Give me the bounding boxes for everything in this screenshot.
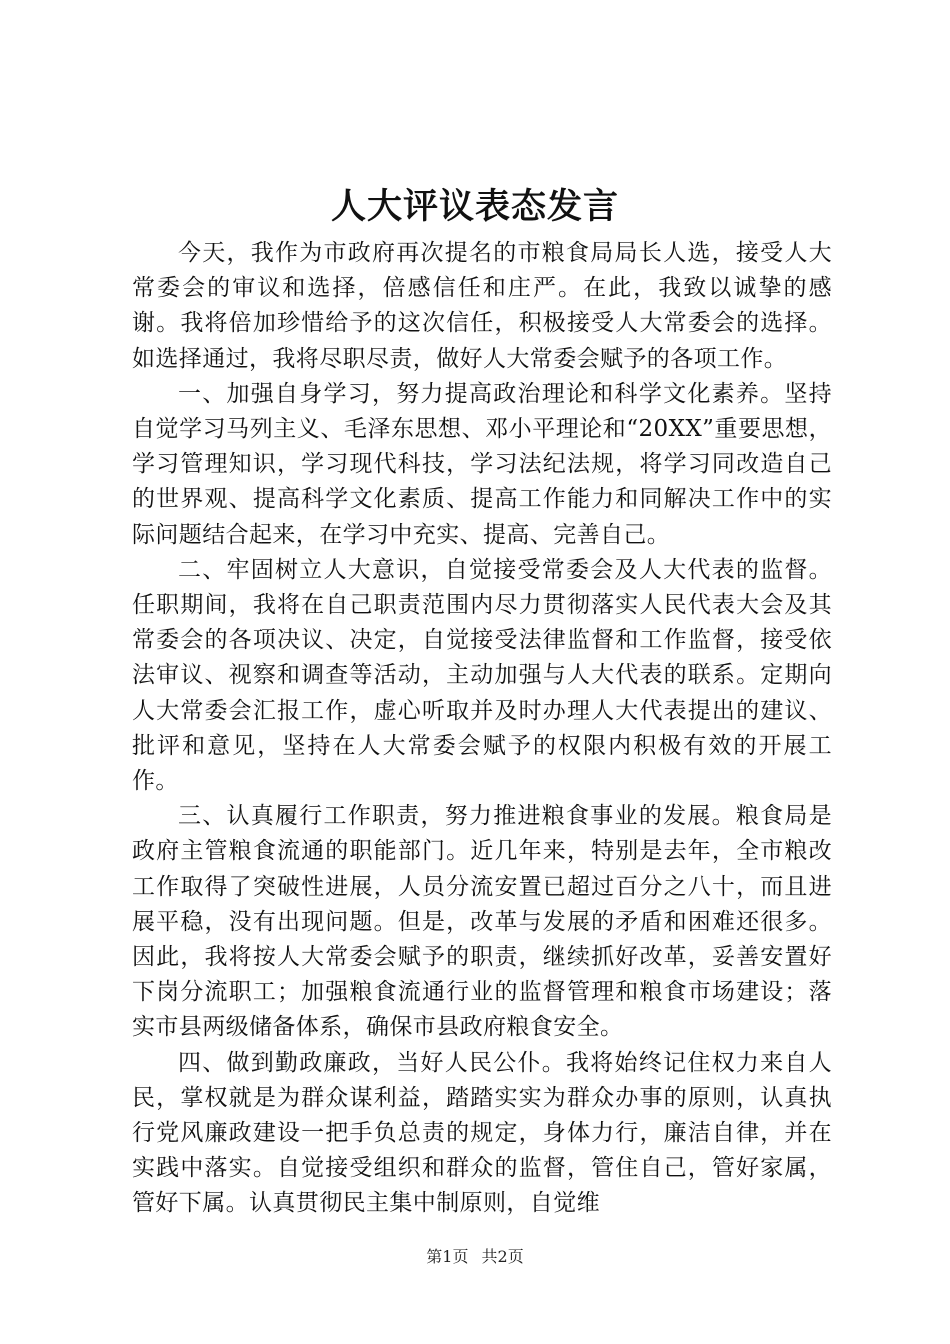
document-body [132, 236, 832, 1222]
paragraph-section-1: 一、加强自身学习，努力提高政治理论和科学文化素养。坚持自觉学习马列主义、毛泽东思想、邓小平理论和“20XX”重要思想，学习管理知识，学习现代科技，学习法纪法规，将学习同改造自己的世界观、提高科学文化素质、提高工作能力和同解决工作中的实际问题结合起来，在学习中充实、提高、完善自己。 [132, 380, 832, 548]
paragraph-intro: 今天，我作为市政府再次提名的市粮食局局长人选，接受人大常委会的审议和选择，倍感信任和庄严。在此，我致以诚挚的感谢。我将倍加珍惜给予的这次信任，积极接受人大常委会的选择。如选择通过，我将尽职尽责，做好人大常委会赋予的各项工作。 [132, 240, 832, 372]
page-total: 共2页 [481, 1247, 524, 1266]
page-footer [0, 1246, 950, 1268]
document-title: 人大评议表态发言 [330, 186, 619, 227]
page-number: 第1页 [426, 1247, 469, 1266]
paragraph-section-2: 二、牢固树立人大意识，自觉接受常委会及人大代表的监督。任职期间，我将在自己职责范围内尽力贯彻落实人民代表大会及其常委会的各项决议、决定，自觉接受法律监督和工作监督，接受依法审议、视察和调查等活动，主动加强与人大代表的联系。定期向人大常委会汇报工作，虚心听取并及时办理人大代表提出的建议、批评和意见，坚持在人大常委会赋予的权限内积极有效的开展工作。 [132, 556, 832, 795]
paragraph-section-3: 三、认真履行工作职责，努力推进粮食事业的发展。粮食局是政府主管粮食流通的职能部门。近几年来，特别是去年，全市粮改工作取得了突破性进展，人员分流安置已超过百分之八十，而且进展平稳，没有出现问题。但是，改革与发展的矛盾和困难还很多。因此，我将按人大常委会赋予的职责，继续抓好改革，妥善安置好下岗分流职工；加强粮食流通行业的监督管理和粮食市场建设；落实市县两级储备体系，确保市县政府粮食安全。 [132, 803, 832, 1041]
paragraph-section-4: 四、做到勤政廉政，当好人民公仆。我将始终记住权力来自人民，掌权就是为群众谋利益，踏踏实实为群众办事的原则，认真执行党风廉政建设一把手负总责的规定，身体力行，廉洁自律，并在实践中落实。自觉接受组织和群众的监督，管住自己，管好家属，管好下属。认真贯彻民主集中制原则，自觉维 [132, 1049, 832, 1217]
